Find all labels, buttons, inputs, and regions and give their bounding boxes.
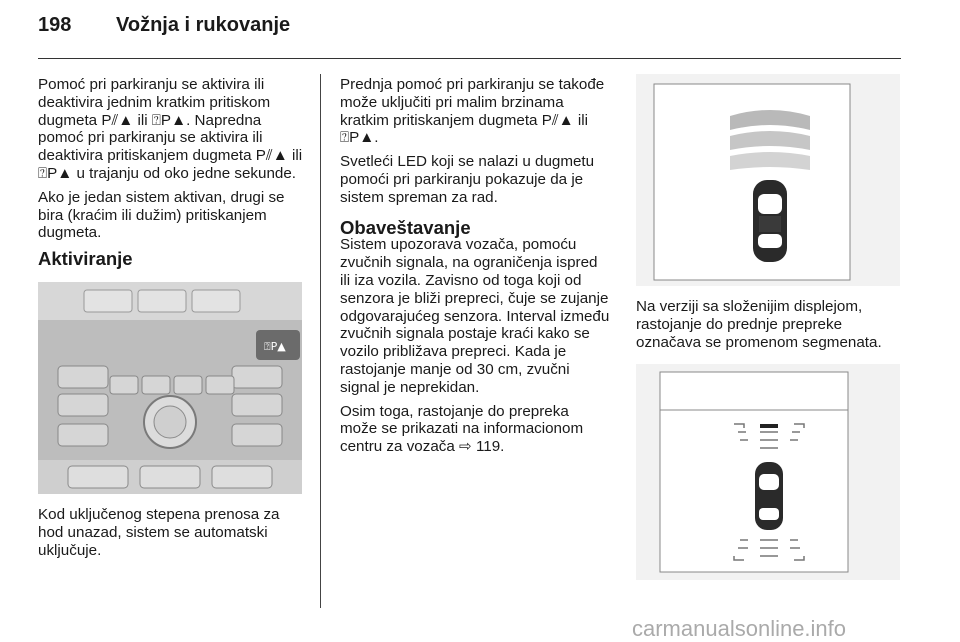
col1-paragraph-1: Pomoć pri parkiranju se aktivira ili deaktivira jednim kratkim pritiskom dugmeta P⫽▲ ili ⍰P▲. Napredna pomoć pri parkiranju se aktivira ili deaktivira pritiskanjem dugmeta P⫽▲ ili ⍰P▲ u trajanju od oko jedne sekunde. [38, 76, 303, 182]
col1-paragraph-2: Ako je jedan sistem aktivan, drugi se bira (kraćim ili dužim) pritiskanjem dugmeta. [38, 188, 285, 242]
col2-paragraph-1: Prednja pomoć pri parkiranju se takođe može uključiti pri malim brzinama kratkim pritiskanjem dugmeta P⫽▲ ili ⍰P▲. [340, 76, 605, 147]
page-title: Vožnja i rukovanje [116, 14, 291, 36]
parking-segment-display [636, 74, 900, 286]
svg-text:⍰P▲: ⍰P▲ [264, 339, 286, 353]
watermark: carmanualsonline.info [632, 616, 847, 641]
header-rule [38, 58, 901, 59]
col1-paragraph-3: Kod uključenog stepena prenosa za hod unazad, sistem se automatski uključuje. [38, 505, 280, 559]
column-divider [320, 74, 321, 608]
column-3 [636, 298, 906, 357]
col2-paragraph-3: Sistem upozorava vozača, pomoću zvučnih signala, na ograničenja ispred ili iza vozila. Zavisno od toga koji od senzora je bliži prepreci, čuje se zujanje odgovarajućeg senzora. Interval između zvučnih signala postaje kraći kako se vozilo približava prepreci. Kada je rastojanje manje od 30 cm, zvučni signal je neprekidan. [340, 236, 610, 396]
figure-caption: Na verziji sa složenijim displejom, rastojanje do prednje prepreke označava se promenom segmenata. [636, 298, 882, 351]
column-2 [340, 76, 610, 462]
heading-aktiviranje: Aktiviranje [38, 248, 133, 270]
page-number: 198 [38, 14, 72, 36]
heading-obavestavanje: Obaveštavanje [340, 216, 471, 238]
column-1 [38, 76, 308, 565]
dashboard-photo [38, 282, 302, 494]
col2-paragraph-2: Svetleći LED koji se nalazi u dugmetu pomoći pri parkiranju pokazuje da je sistem spreman za rad. [340, 153, 595, 206]
graphic-parking-display [636, 364, 900, 580]
col2-paragraph-4: Osim toga, rastojanje do prepreka može se prikazati na informacionom centru za vozača ⇨ 119. [340, 402, 584, 456]
